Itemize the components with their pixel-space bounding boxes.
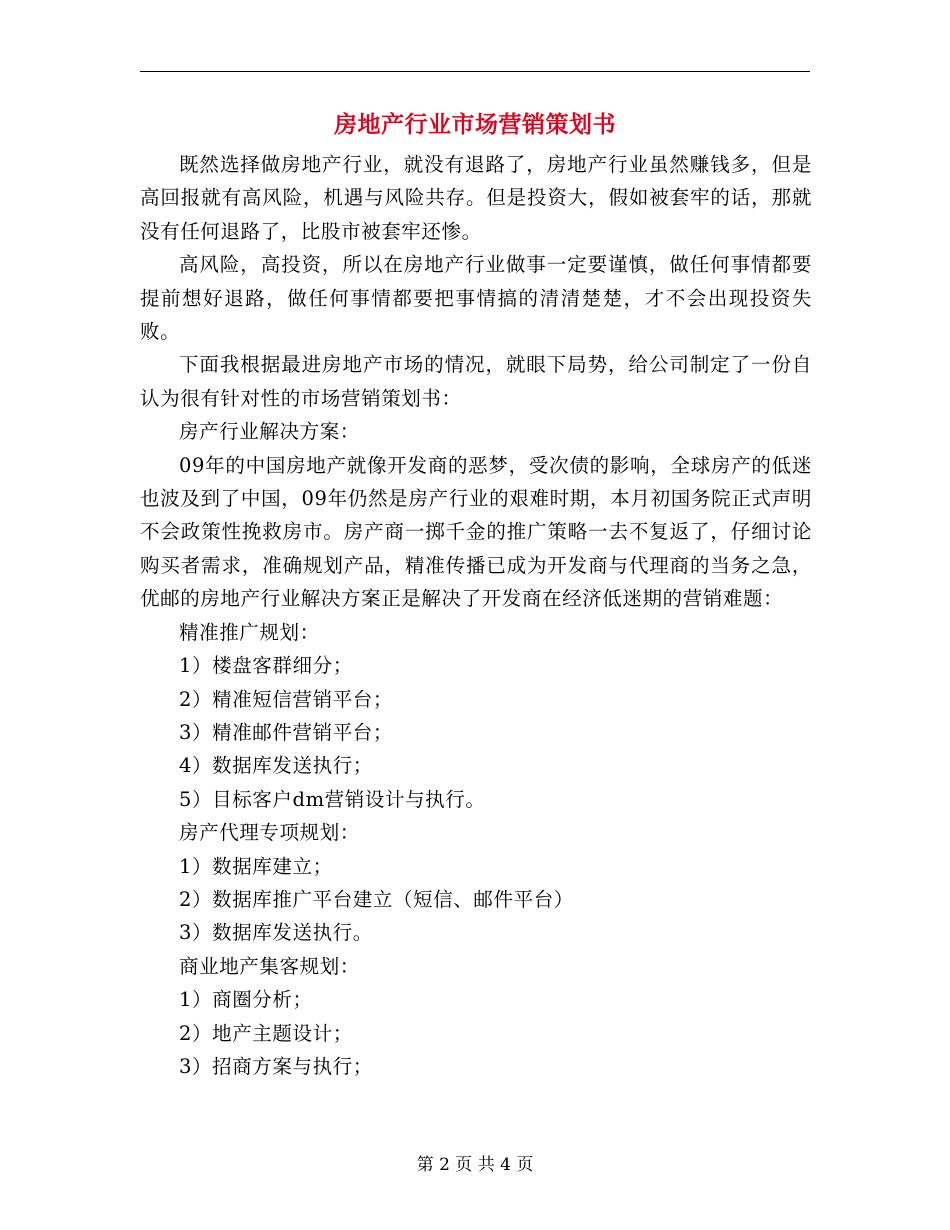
paragraph: 下面我根据最进房地产市场的情况，就眼下局势，给公司制定了一份自认为很有针对性的市场营销策划书： (140, 353, 812, 410)
list-item: 2）精准短信营销平台； (179, 687, 394, 711)
paragraph: 高风险，高投资，所以在房地产行业做事一定要谨慎，做任何事情都要提前想好退路，做任何事情都要把事情搞的清清楚楚，才不会出现投资失败。 (140, 253, 812, 344)
list-item: 5）目标客户dm营销设计与执行。 (179, 787, 486, 811)
header-rule (140, 71, 810, 72)
list-item: 3）数据库发送执行。 (179, 921, 373, 945)
list-item: 2）数据库推广平台建立（短信、邮件平台） (179, 887, 574, 911)
paragraph: 既然选择做房地产行业，就没有退路了，房地产行业虽然赚钱多，但是高回报就有高风险，机遇与风险共存。但是投资大，假如被套牢的话，那就没有任何退路了，比股市被套牢还惨。 (140, 153, 812, 243)
list-item: 2）地产主题设计； (179, 1021, 353, 1045)
section-heading: 房产行业解决方案： (179, 420, 360, 444)
list-item: 1）商圈分析； (179, 988, 313, 1012)
list-item: 3）精准邮件营销平台； (179, 720, 394, 744)
document-title: 房地产行业市场营销策划书 (334, 111, 616, 138)
list-item: 1）楼盘客群细分； (179, 654, 353, 678)
list-item: 4）数据库发送执行； (179, 754, 373, 778)
document-body (140, 148, 812, 1083)
page-number: 第 2 页 共 4 页 (416, 1155, 534, 1175)
list-item: 1）数据库建立； (179, 854, 333, 878)
list-item: 3）招商方案与执行； (179, 1054, 373, 1078)
section-heading: 房产代理专项规划： (179, 821, 360, 845)
section-heading: 商业地产集客规划： (179, 954, 360, 978)
section-heading: 精准推广规划： (179, 620, 320, 644)
paragraph: 09年的中国房地产就像开发商的恶梦，受次债的影响，全球房产的低迷也波及到了中国，09年仍然是房产行业的艰难时期，本月初国务院正式声明不会政策性挽救房市。房产商一掷千金的推广策略一去不复返了，仔细讨论购买者需求，准确规划产品，精准传播已成为开发商与代理商的当务之急，优邮的房地产行业解决方案正是解决了开发商在经济低迷期的营销难题： (140, 453, 812, 611)
